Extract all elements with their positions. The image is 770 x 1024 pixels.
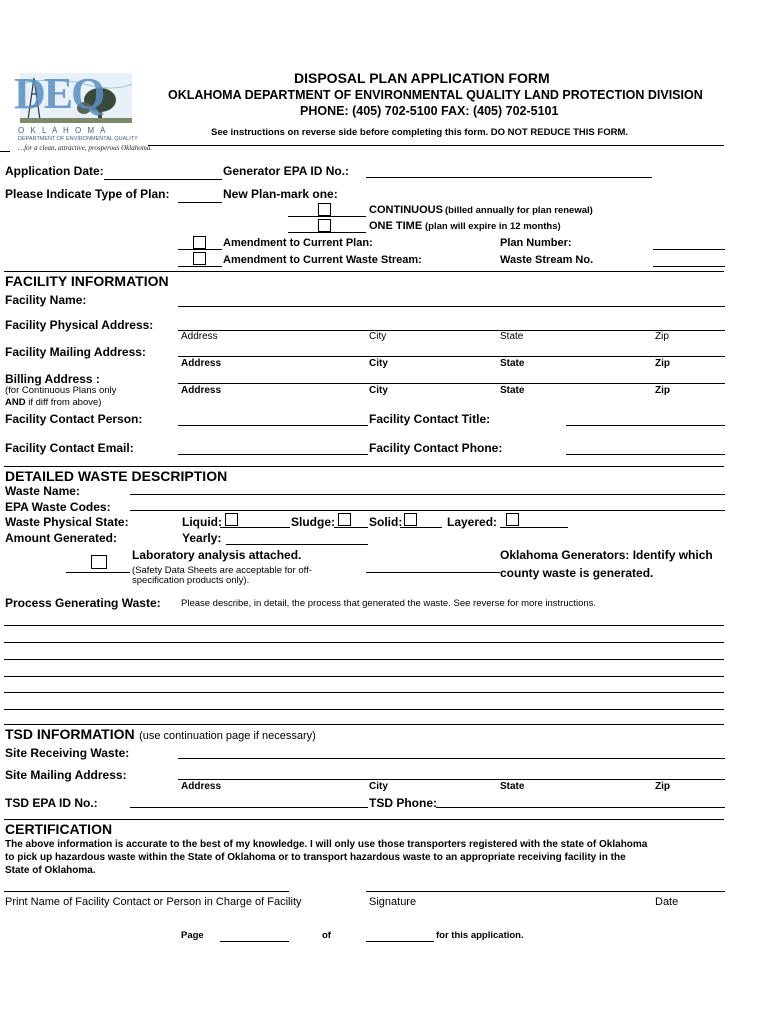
- one-time-label: ONE TIME: [369, 220, 423, 232]
- instructions-line: See instructions on reverse side before completing this form. DO NOT REDUCE THIS FORM.: [211, 127, 629, 138]
- liquid-label: Liquid:: [182, 515, 222, 529]
- mailing-address-label: Facility Mailing Address:: [5, 345, 146, 359]
- billing-city-caption: City: [369, 385, 388, 396]
- ok-generators-label-2: county waste is generated.: [500, 566, 654, 580]
- site-mailing-field[interactable]: [178, 779, 725, 780]
- mailing-state-caption: State: [500, 358, 525, 369]
- print-name-field[interactable]: [4, 891, 289, 892]
- ok-generators-label-1: Oklahoma Generators: Identify which: [500, 548, 713, 562]
- plan-type-label: Please Indicate Type of Plan:: [5, 187, 170, 201]
- billing-note-rest: if diff from above): [25, 397, 102, 408]
- contact-person-field[interactable]: [178, 425, 368, 426]
- page-total-field[interactable]: [366, 941, 434, 942]
- amend-plan-line: [178, 249, 222, 250]
- generator-epa-field[interactable]: [366, 177, 652, 178]
- dept-line: OKLAHOMA DEPARTMENT OF ENVIRONMENTAL QUALITY LAND PROTECTION DIVISION: [168, 88, 703, 102]
- layered-label: Layered:: [447, 515, 498, 529]
- amount-label: Amount Generated:: [5, 531, 118, 545]
- epa-codes-field[interactable]: [130, 510, 725, 511]
- page-label: Page: [181, 930, 204, 941]
- logo-underline: [0, 151, 10, 152]
- stream-no-label: Waste Stream No.: [500, 254, 594, 266]
- site-city-caption: City: [369, 781, 388, 792]
- one-time-note: (plan will expire in 12 months): [425, 221, 561, 232]
- amend-stream-checkbox[interactable]: [193, 252, 206, 265]
- tsd-rule: [4, 724, 724, 725]
- application-date-label: Application Date:: [5, 164, 104, 178]
- liquid-checkbox[interactable]: [225, 513, 238, 526]
- billing-zip-caption: Zip: [655, 385, 670, 396]
- plan-number-field[interactable]: [653, 249, 725, 250]
- lab-label: Laboratory analysis attached.: [132, 548, 302, 562]
- facility-heading: FACILITY INFORMATION: [5, 273, 169, 289]
- waste-name-field[interactable]: [130, 494, 725, 495]
- solid-line: [400, 527, 442, 528]
- of-label: of: [322, 930, 331, 941]
- site-receiving-field[interactable]: [178, 758, 725, 759]
- continuous-note: (billed annually for plan renewal): [445, 205, 593, 216]
- continuous-label: CONTINUOUS: [369, 204, 443, 216]
- yearly-label: Yearly:: [182, 531, 222, 545]
- waste-name-label: Waste Name:: [5, 484, 80, 498]
- signature-label: Signature: [369, 896, 417, 908]
- logo-state: O K L A H O M A: [18, 126, 108, 135]
- sludge-checkbox[interactable]: [338, 513, 351, 526]
- waste-rule: [4, 466, 724, 467]
- waste-heading: DETAILED WASTE DESCRIPTION: [5, 468, 228, 484]
- process-line-6[interactable]: [4, 709, 724, 710]
- physical-state-caption: State: [500, 331, 524, 342]
- process-line-4[interactable]: [4, 676, 724, 677]
- one-time-line: [288, 232, 366, 233]
- application-date-field[interactable]: [104, 179, 222, 180]
- facility-name-field[interactable]: [178, 306, 725, 307]
- physical-zip-caption: Zip: [655, 331, 669, 342]
- one-time-checkbox[interactable]: [318, 219, 331, 232]
- process-note: Please describe, in detail, the process that generated the waste. See reverse for more instructions.: [181, 598, 597, 609]
- site-state-caption: State: [500, 781, 525, 792]
- solid-checkbox[interactable]: [404, 513, 417, 526]
- plan-number-label: Plan Number:: [500, 237, 572, 249]
- for-application-label: for this application.: [436, 930, 524, 941]
- continuous-line: [288, 216, 366, 217]
- layered-checkbox[interactable]: [506, 513, 519, 526]
- mailing-address-caption: Address: [181, 358, 222, 369]
- logo-tagline: …for a clean, attractive, prosperous Oklahoma.: [18, 144, 153, 152]
- contact-phone-label: Facility Contact Phone:: [369, 441, 503, 455]
- phone-line: PHONE: (405) 702-5100 FAX: (405) 702-5101: [300, 104, 559, 118]
- billing-state-caption: State: [500, 385, 525, 396]
- billing-note-and: AND: [5, 397, 26, 408]
- lab-line: [66, 572, 130, 573]
- process-line-1[interactable]: [4, 625, 724, 626]
- header-rule: [148, 145, 724, 146]
- process-line-2[interactable]: [4, 642, 724, 643]
- contact-title-field[interactable]: [566, 425, 725, 426]
- form-title: DISPOSAL PLAN APPLICATION FORM: [294, 70, 550, 86]
- mailing-zip-caption: Zip: [655, 358, 670, 369]
- contact-person-label: Facility Contact Person:: [5, 412, 143, 426]
- generator-epa-label: Generator EPA ID No.:: [223, 164, 350, 178]
- billing-note-1: (for Continuous Plans only: [5, 385, 117, 396]
- billing-address-field[interactable]: [178, 383, 725, 384]
- epa-codes-label: EPA Waste Codes:: [5, 500, 111, 514]
- continuous-checkbox[interactable]: [318, 203, 331, 216]
- cert-rule: [4, 819, 724, 820]
- sds-note-2: specification products only).: [132, 575, 250, 586]
- contact-phone-field[interactable]: [566, 454, 725, 455]
- contact-title-label: Facility Contact Title:: [369, 412, 491, 426]
- tsd-epa-field[interactable]: [130, 807, 368, 808]
- amend-stream-line: [178, 266, 222, 267]
- physical-address-label: Facility Physical Address:: [5, 318, 154, 332]
- billing-note-2: [5, 397, 101, 408]
- site-mailing-label: Site Mailing Address:: [5, 768, 127, 782]
- liquid-line: [220, 527, 290, 528]
- process-label: Process Generating Waste:: [5, 596, 161, 610]
- facility-rule: [4, 271, 724, 272]
- physical-state-label: Waste Physical State:: [5, 515, 129, 529]
- amend-plan-checkbox[interactable]: [193, 236, 206, 249]
- process-line-5[interactable]: [4, 692, 724, 693]
- cert-text-3: State of Oklahoma.: [5, 865, 96, 876]
- plan-type-field[interactable]: [178, 202, 222, 203]
- site-address-caption: Address: [181, 781, 222, 792]
- cert-text-2: to pick up hazardous waste within the State of Oklahoma or to transport hazardous waste to an appropriate receiving facility in the: [5, 852, 626, 863]
- contact-email-label: Facility Contact Email:: [5, 441, 134, 455]
- cert-heading: CERTIFICATION: [5, 821, 113, 837]
- layered-line: [500, 527, 568, 528]
- billing-address-caption: Address: [181, 385, 222, 396]
- yearly-field[interactable]: [226, 544, 368, 545]
- sds-note-1: (Safety Data Sheets are acceptable for off-: [132, 565, 312, 576]
- contact-email-field[interactable]: [178, 454, 368, 455]
- deq-logo: [14, 69, 153, 156]
- process-line-3[interactable]: [4, 659, 724, 660]
- new-plan-label: New Plan-mark one:: [223, 187, 338, 201]
- logo-letters: DEQ: [14, 69, 104, 118]
- tsd-phone-field[interactable]: [436, 807, 725, 808]
- site-receiving-label: Site Receiving Waste:: [5, 746, 130, 760]
- logo-dept: DEPARTMENT OF ENVIRONMENTAL QUALITY: [18, 136, 138, 142]
- solid-label: Solid:: [369, 515, 403, 529]
- page-number-field[interactable]: [220, 941, 289, 942]
- physical-address-field[interactable]: [178, 330, 725, 331]
- physical-city-caption: City: [369, 331, 387, 342]
- sludge-line: [334, 527, 368, 528]
- billing-address-label: Billing Address :: [5, 372, 100, 386]
- county-line: [366, 572, 500, 573]
- tsd-heading-row: [5, 726, 316, 744]
- amend-plan-label: Amendment to Current Plan:: [223, 237, 373, 249]
- signature-field[interactable]: [366, 891, 725, 892]
- facility-name-label: Facility Name:: [5, 293, 87, 307]
- cert-text-1: The above information is accurate to the best of my knowledge. I will only use those transporters registered with the state of Oklahoma: [5, 839, 648, 850]
- sludge-label: Sludge:: [291, 515, 335, 529]
- print-name-label: Print Name of Facility Contact or Person in Charge of Facility: [5, 896, 302, 908]
- date-label: Date: [655, 896, 679, 908]
- site-zip-caption: Zip: [655, 781, 670, 792]
- physical-address-caption: Address: [181, 331, 218, 342]
- amend-stream-label: Amendment to Current Waste Stream:: [223, 254, 422, 266]
- tsd-epa-label: TSD EPA ID No.:: [5, 796, 98, 810]
- tsd-heading: TSD INFORMATION: [5, 726, 135, 742]
- tsd-phone-label: TSD Phone:: [369, 796, 437, 810]
- mailing-address-field[interactable]: [178, 356, 725, 357]
- tsd-heading-note: (use continuation page if necessary): [139, 730, 316, 742]
- lab-checkbox[interactable]: [91, 555, 107, 569]
- stream-no-field[interactable]: [653, 266, 725, 267]
- mailing-city-caption: City: [369, 358, 388, 369]
